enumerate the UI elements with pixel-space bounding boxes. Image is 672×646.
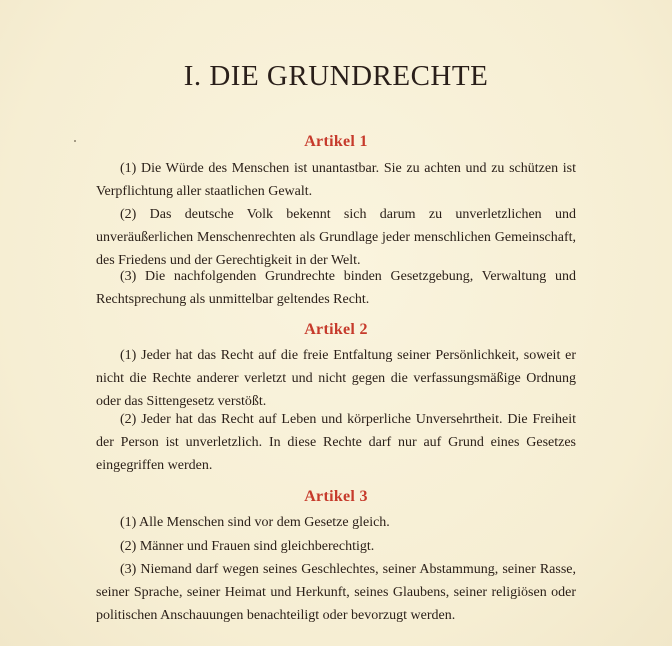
article-2-paragraph-2: (2) Jeder hat das Recht auf Leben und körperliche Unversehrtheit. Die Freiheit der Person ist unverletzlich. In diese Rechte darf nur auf Grund eines Gesetzes eingegriffen werden. <box>96 412 576 473</box>
article-3-paragraph-2: (2) Männer und Frauen sind gleichberechtigt. <box>120 539 375 554</box>
article-1-heading: Artikel 1 <box>304 133 368 150</box>
article-2-paragraph-1: (1) Jeder hat das Recht auf die freie Entfaltung seiner Persönlichkeit, soweit er nicht die Rechte anderer verletzt und nicht gegen die verfassungsmäßige Ordnung oder das Sittengesetz verstößt. <box>96 348 576 409</box>
article-3-paragraph-1: (1) Alle Menschen sind vor dem Gesetze gleich. <box>120 515 390 530</box>
article-1-paragraph-3: (3) Die nachfolgenden Grundrechte binden Gesetzgebung, Verwaltung und Rechtsprechung als unmittelbar geltendes Recht. <box>96 269 576 307</box>
article-2-heading: Artikel 2 <box>304 321 368 338</box>
article-1-paragraph-2: (2) Das deutsche Volk bekennt sich darum zu unverletzlichen und unveräußerlichen Menschenrechten als Grundlage jeder menschlichen Gemeinschaft, des Friedens und der Gerechtigkeit in der Welt. <box>96 207 576 268</box>
article-1-paragraph-1: (1) Die Würde des Menschen ist unantastbar. Sie zu achten und zu schützen ist Verpflichtung aller staatlichen Gewalt. <box>96 161 576 199</box>
article-3-heading: Artikel 3 <box>304 488 368 505</box>
page-title: I. DIE GRUNDRECHTE <box>183 60 489 92</box>
article-3-paragraph-3: (3) Niemand darf wegen seines Geschlechtes, seiner Abstammung, seiner Rasse, seiner Sprache, seiner Heimat und Herkunft, seines Glaubens, seiner religiösen oder politischen Anschauungen benachteiligt oder bevorzugt werden. <box>96 562 576 623</box>
